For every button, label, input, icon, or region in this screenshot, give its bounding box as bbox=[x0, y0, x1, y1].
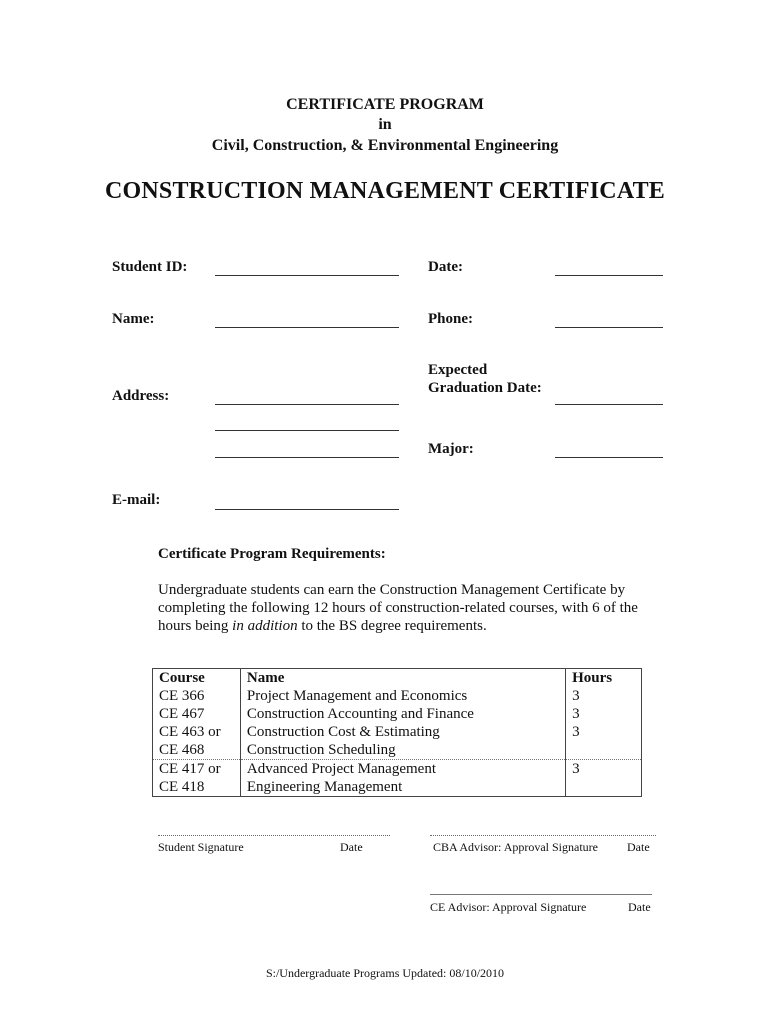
address-field-line3[interactable] bbox=[215, 457, 399, 458]
course-name: Project Management and Economics bbox=[240, 687, 565, 705]
course-name: Engineering Management bbox=[240, 778, 565, 797]
expected-label: Expected bbox=[428, 362, 488, 378]
name-label: Name: bbox=[112, 311, 155, 327]
date-field[interactable] bbox=[555, 275, 663, 276]
date-label: Date: bbox=[428, 259, 463, 275]
table-row bbox=[153, 760, 642, 779]
address-field-line2[interactable] bbox=[215, 430, 399, 431]
course-code: CE 467 bbox=[159, 706, 205, 722]
requirements-text bbox=[158, 581, 648, 635]
email-field[interactable] bbox=[215, 509, 399, 510]
requirements-text-emphasis: in addition bbox=[232, 618, 298, 634]
program-heading: CERTIFICATE PROGRAM bbox=[286, 96, 484, 113]
address-field-line1[interactable] bbox=[215, 404, 399, 405]
phone-field[interactable] bbox=[555, 327, 663, 328]
cba-advisor-signature-field[interactable] bbox=[430, 835, 656, 836]
course-hours bbox=[566, 778, 642, 797]
course-hours: 3 bbox=[566, 687, 642, 705]
ce-advisor-date-label: Date bbox=[628, 900, 651, 914]
course-code: CE 468 bbox=[159, 742, 205, 758]
course-name: Construction Cost & Estimating bbox=[240, 723, 565, 741]
course-hours: 3 bbox=[566, 705, 642, 723]
footer-note: S:/Undergraduate Programs Updated: 08/10/2010 bbox=[265, 966, 505, 980]
course-name: Construction Scheduling bbox=[240, 741, 565, 760]
course-code: CE 366 bbox=[159, 688, 205, 704]
table-row bbox=[153, 705, 642, 723]
program-heading-in: in bbox=[378, 116, 392, 133]
table-row bbox=[153, 723, 642, 741]
requirements-text-after: to the BS degree requirements. bbox=[297, 618, 487, 634]
major-label: Major: bbox=[428, 441, 474, 457]
table-row bbox=[153, 741, 642, 760]
course-code: CE 463 or bbox=[159, 724, 221, 740]
requirements-heading: Certificate Program Requirements: bbox=[158, 546, 386, 562]
cba-advisor-signature-label: CBA Advisor: Approval Signature bbox=[433, 840, 598, 854]
address-label: Address: bbox=[112, 388, 170, 404]
header-hours: Hours bbox=[566, 669, 642, 688]
course-name: Construction Accounting and Finance bbox=[240, 705, 565, 723]
student-signature-field[interactable] bbox=[158, 835, 390, 836]
course-hours bbox=[566, 741, 642, 760]
course-hours: 3 bbox=[566, 723, 642, 741]
major-field[interactable] bbox=[555, 457, 663, 458]
email-label: E-mail: bbox=[112, 492, 161, 508]
header-course: Course bbox=[159, 670, 205, 686]
table-row bbox=[153, 687, 642, 705]
course-hours: 3 bbox=[566, 760, 642, 779]
graduation-date-field[interactable] bbox=[555, 404, 663, 405]
page-title: CONSTRUCTION MANAGEMENT CERTIFICATE bbox=[105, 178, 665, 204]
course-table bbox=[152, 668, 642, 797]
requirements-text-before: Undergraduate students can earn the Construction Management Certificate by completing the following 12 hours of construction-related courses, with 6 of the hours being bbox=[158, 582, 638, 634]
student-id-field[interactable] bbox=[215, 275, 399, 276]
ce-advisor-signature-field[interactable] bbox=[430, 894, 652, 895]
course-code: CE 417 or bbox=[153, 760, 241, 779]
department-heading: Civil, Construction, & Environmental Engineering bbox=[211, 137, 559, 154]
cba-advisor-date-label: Date bbox=[627, 840, 650, 854]
course-name: Advanced Project Management bbox=[240, 760, 565, 779]
phone-label: Phone: bbox=[428, 311, 473, 327]
ce-advisor-signature-label: CE Advisor: Approval Signature bbox=[430, 900, 587, 914]
table-row bbox=[153, 778, 642, 797]
graduation-date-label: Graduation Date: bbox=[428, 380, 542, 396]
table-header-row bbox=[153, 669, 642, 688]
name-field[interactable] bbox=[215, 327, 399, 328]
student-date-label: Date bbox=[340, 840, 363, 854]
course-code: CE 418 bbox=[159, 779, 205, 795]
student-id-label: Student ID: bbox=[112, 259, 188, 275]
header-name: Name bbox=[240, 669, 565, 688]
student-signature-label: Student Signature bbox=[158, 840, 244, 854]
